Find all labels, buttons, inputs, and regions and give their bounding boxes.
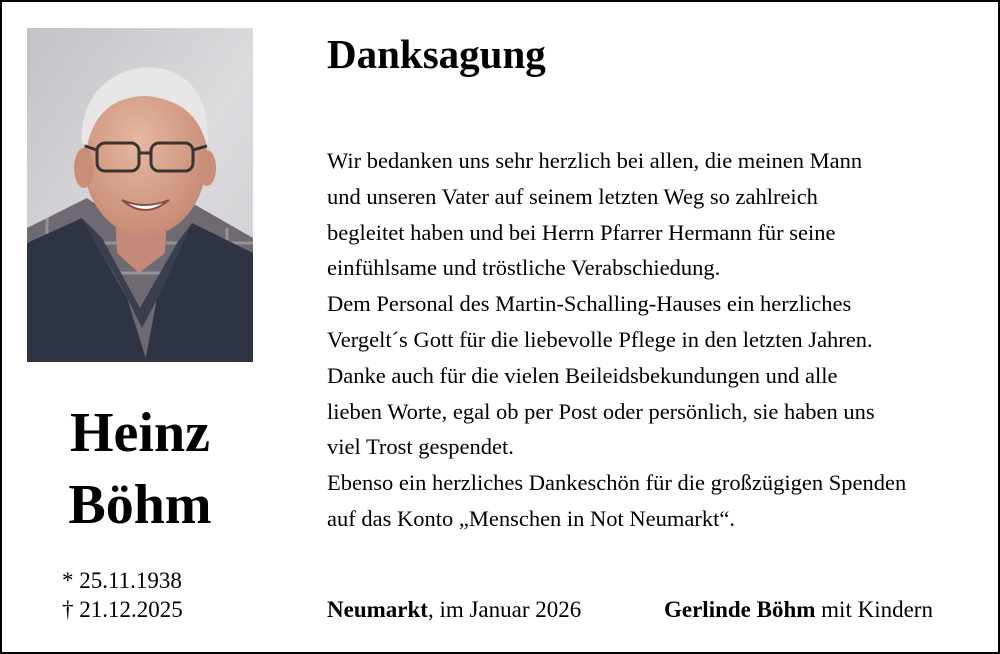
text-line: lieben Worte, egal ob per Post oder persönlich, sie haben uns [327, 398, 875, 424]
signature [664, 598, 933, 621]
deceased-last-name: Böhm [68, 474, 212, 536]
portrait-image [27, 28, 253, 362]
text-line: Ebenso ein herzliches Dankeschön für die großzügigen Spenden [327, 470, 907, 496]
portrait-photo [27, 28, 253, 362]
death-date: † 21.12.2025 [62, 597, 183, 622]
deceased-first-name: Heinz [70, 402, 210, 464]
text-line: begleitet haben und bei Herrn Pfarrer Hermann für seine [327, 219, 836, 245]
thank-you-text [327, 143, 987, 537]
place-date [327, 598, 581, 621]
text-line: Dem Personal des Martin-Schalling-Hauses ein herzliches [327, 291, 852, 317]
place-name: Neumarkt [327, 597, 428, 622]
text-line: und unseren Vater auf seinem letzten Weg so zahlreich [327, 183, 818, 209]
signer-name: Gerlinde Böhm [664, 597, 816, 622]
text-line: Vergelt´s Gott für die liebevolle Pflege in den letzten Jahren. [327, 326, 873, 352]
page-title: Danksagung [327, 31, 546, 77]
date-text: , im Januar 2026 [427, 597, 582, 622]
text-line: auf das Konto „Menschen in Not Neumarkt“. [327, 505, 736, 531]
text-line: viel Trost gespendet. [327, 434, 514, 460]
text-line: Danke auch für die vielen Beileidsbekundungen und alle [327, 362, 838, 388]
text-line: Wir bedanken uns sehr herzlich bei allen, die meinen Mann [327, 148, 863, 173]
birth-date: * 25.11.1938 [62, 568, 182, 593]
text-line: einfühlsame und tröstliche Verabschiedung. [327, 255, 721, 281]
signer-suffix: mit Kindern [815, 597, 933, 622]
